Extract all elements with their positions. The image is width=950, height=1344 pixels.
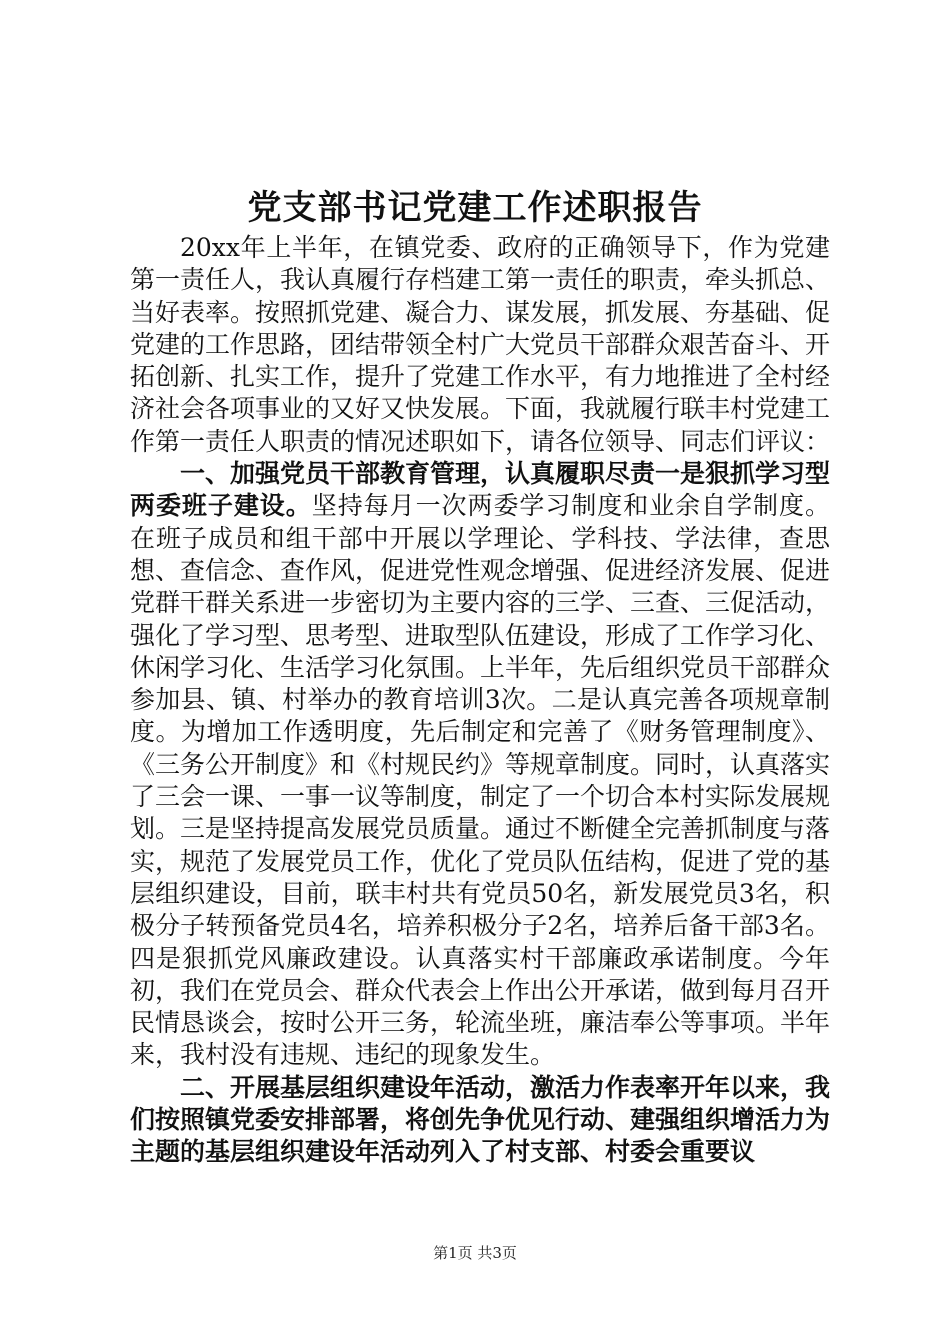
document-body <box>130 232 830 1169</box>
paragraph-section-2 <box>130 1072 830 1169</box>
paragraph-intro <box>130 232 830 458</box>
document-title: 党支部书记党建工作述职报告 <box>247 188 703 228</box>
section-2-heading: 二、开展基层组织建设年活动，激活力作表率开年以来，我们按照镇党委安排部署，将创先争优见行动、建强组织增活力为主题的基层组织建设年活动列入了村支部、村委会重要议 <box>130 1072 831 1167</box>
page-footer: 第1页 共3页 <box>433 1244 517 1262</box>
paragraph-section-1 <box>130 458 830 1072</box>
section-1-text: 坚持每月一次两委学习制度和业余自学制度。在班子成员和组干部中开展以学理论、学科技、学法律，查思想、查信念、查作风，促进党性观念增强、促进经济发展、促进党群干群关系进一步密切为主要内容的三学、三查、三促活动，强化了学习型、思考型、进取型队伍建设，形成了工作学习化、休闲学习化、生活学习化氛围。上半年，先后组织党员干部群众参加县、镇、村举办的教育培训3次。二是认真完善各项规章制度。为增加工作透明度，先后制定和完善了《财务管理制度》、《三务公开制度》和《村规民约》等规章制度。同时，认真落实了三会一课、一事一议等制度，制定了一个切合本村实际发展规划。三是坚持提高发展党员质量。通过不断健全完善抓制度与落实，规范了发展党员工作，优化了党员队伍结构，促进了党的基层组织建设，目前，联丰村共有党员50名，新发展党员3名，积极分子转预备党员4名，培养积极分子2名，培养后备干部3名。四是狠抓党风廉政建设。认真落实村干部廉政承诺制度。今年初，我们在党员会、群众代表会上作出公开承诺，做到每月召开民情恳谈会，按时公开三务，轮流坐班，廉洁奉公等事项。半年来，我村没有违规、违纪的现象发生。 <box>130 491 831 1070</box>
paragraph-text: 20xx年上半年，在镇党委、政府的正确领导下，作为党建第一责任人，我认真履行存档建工第一责任的职责，牵头抓总、当好表率。按照抓党建、凝合力、谋发展，抓发展、夯基础、促党建的工作思路，团结带领全村广大党员干部群众艰苦奋斗、开拓创新、扎实工作，提升了党建工作水平，有力地推进了全村经济社会各项事业的又好又快发展。下面，我就履行联丰村党建工作第一责任人职责的情况述职如下，请各位领导、同志们评议： <box>130 233 831 456</box>
section-1-heading: 一、加强党员干部教育管理，认真履职尽责一是狠抓学习型两委班子建设。 <box>130 459 831 521</box>
